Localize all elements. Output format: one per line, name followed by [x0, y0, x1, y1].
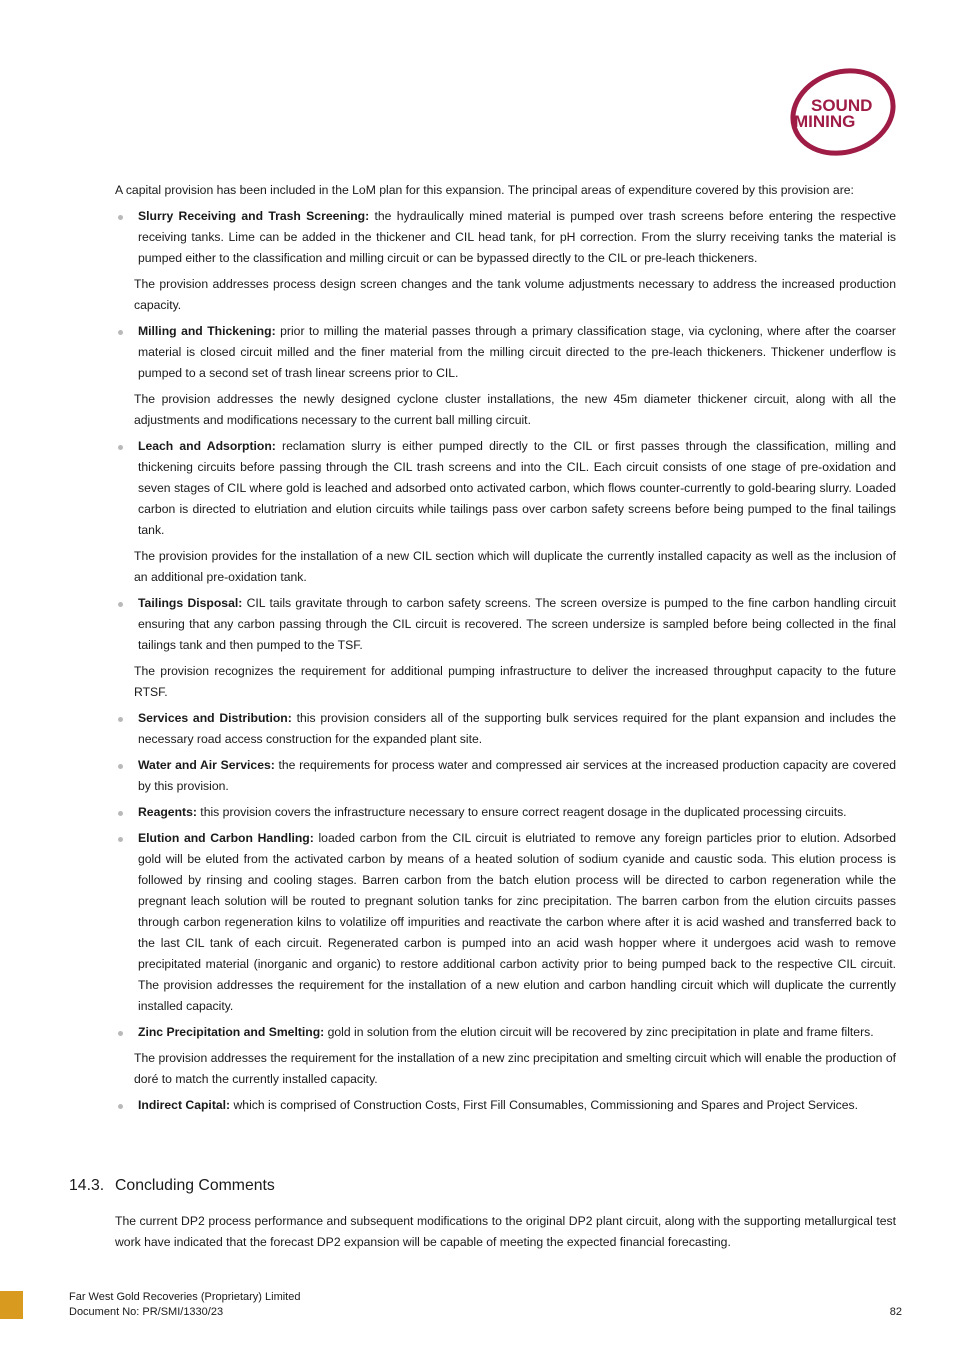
sound-mining-logo — [786, 66, 902, 158]
item-title: Leach and Adsorption: — [138, 439, 276, 453]
item-title: Reagents: — [138, 805, 197, 819]
footer-accent-bar — [0, 1291, 23, 1319]
bullet-icon — [118, 330, 123, 335]
item-text: reclamation slurry is either pumped directly to the CIL or first passes through the classification, milling and thickening circuits before passing through the CIL trash screens and into the CIL. Each circuit consists of one stage of pre-oxidation and seven stages of CIL where gold is leached and adsorbed onto activated carbon, which flows counter-currently to gold-bearing slurry. Loaded carbon is directed to elutriation and elution circuits while tailings pass over carbon safety screens before being pumped to the final tailings tank. — [138, 439, 896, 537]
item-text: this provision covers the infrastructure necessary to ensure correct reagent dosage in the duplicated processing circuits. — [196, 805, 847, 819]
item-text: the requirements for process water and compressed air services at the increased production capacity are covered by this provision. — [138, 758, 896, 793]
bullet-icon — [118, 717, 123, 722]
item-title: Water and Air Services: — [138, 758, 275, 772]
item-title: Tailings Disposal: — [138, 596, 243, 610]
section-heading — [69, 1177, 275, 1195]
item-title: Elution and Carbon Handling: — [138, 831, 314, 845]
item-text: CIL tails gravitate through to carbon safety screens. The screen oversize is pumped to the fine carbon handling circuit ensuring that any carbon passing through the CIL circuit is recovered. The screen undersize is sampled before being collected in the final tailings tank and then pumped to the TSF. — [138, 596, 896, 652]
list-item — [115, 206, 896, 269]
item-text: the hydraulically mined material is pumped over trash screens before entering the respective receiving tanks. Lime can be added in the thickener and CIL head tank, for pH correction. From the slurry receiving tanks the material is pumped either to the classification and milling circuit or can be bypassed directly to the CIL or pre-leach thickeners. — [138, 209, 896, 265]
item-title: Indirect Capital: — [138, 1098, 231, 1112]
bullet-icon — [118, 1031, 123, 1036]
list-item — [115, 802, 896, 823]
list-item — [115, 436, 896, 541]
footer-company: Far West Gold Recoveries (Proprietary) Limited — [69, 1291, 301, 1303]
item-text: which is comprised of Construction Costs, First Fill Consumables, Commissioning and Spares and Project Services. — [230, 1098, 859, 1112]
bullet-icon — [118, 764, 123, 769]
item-text: prior to milling the material passes through a primary classification stage, via cycloning, where after the coarser material is closed circuit milled and the finer material from the milling circuit directed to the pre-leach thickeners. Thickener underflow is pumped to a second set of trash linear screens prior to CIL. — [138, 324, 896, 380]
provision-list — [115, 206, 896, 1116]
list-item — [115, 321, 896, 384]
bullet-icon — [118, 837, 123, 842]
bullet-icon — [118, 215, 123, 220]
section-number: 14.3. — [69, 1177, 105, 1194]
footer-document-number: Document No: PR/SMI/1330/23 — [69, 1306, 224, 1318]
item-title: Zinc Precipitation and Smelting: — [138, 1025, 325, 1039]
list-item — [115, 1022, 896, 1043]
item-text: gold in solution from the elution circuit will be recovered by zinc precipitation in plate and frame filters. — [324, 1025, 874, 1039]
provision-note: The provision addresses process design screen changes and the tank volume adjustments necessary to address the increased production capacity. — [134, 277, 896, 312]
item-title: Slurry Receiving and Trash Screening: — [138, 209, 370, 223]
provision-note: The provision addresses the requirement for the installation of a new zinc precipitation and smelting circuit which will enable the production of doré to match the currently installed capacity. — [134, 1051, 896, 1086]
bullet-icon — [118, 811, 123, 816]
item-text: this provision considers all of the supporting bulk services required for the plant expansion and includes the necessary road access construction for the expanded plant site. — [138, 711, 896, 746]
list-item — [115, 828, 896, 1017]
bullet-icon — [118, 1104, 123, 1109]
logo-line1: SOUND — [811, 96, 873, 115]
intro-paragraph: A capital provision has been included in the LoM plan for this expansion. The principal areas of expenditure covered by this provision are: — [115, 183, 854, 197]
section-title: Concluding Comments — [115, 1177, 275, 1194]
page-number: 82 — [889, 1306, 902, 1318]
provision-note: The provision provides for the installation of a new CIL section which will duplicate the currently installed capacity as well as the inclusion of an additional pre-oxidation tank. — [134, 549, 896, 584]
item-title: Milling and Thickening: — [138, 324, 276, 338]
bullet-icon — [118, 602, 123, 607]
item-title: Services and Distribution: — [138, 711, 292, 725]
bullet-icon — [118, 445, 123, 450]
list-item — [115, 755, 896, 797]
logo-line2: MINING — [794, 112, 856, 131]
main-content — [115, 180, 896, 1121]
list-item — [115, 593, 896, 656]
list-item — [115, 708, 896, 750]
list-item — [115, 1095, 896, 1116]
item-text: loaded carbon from the CIL circuit is elutriated to remove any foreign particles prior to elution. Adsorbed gold will be eluted from the activated carbon by means of a heated solution of sodium cyanide and caustic soda. This elution process is followed by rinsing and cooling stages. Barren carbon from the batch elution process will be directed to carbon regeneration while the pregnant leach solution will be routed to pregnant solution tanks for zinc precipitation. The barren carbon from the elution circuits passes through carbon regeneration kilns to volatilize off impurities and reactivate the carbon where after it is acid washed and transferred back to the last CIL tank of each circuit. Regenerated carbon is pumped into an acid wash hopper where it undergoes acid wash to remove precipitated material (inorganic and organic) to restore additional carbon activity prior to being pumped back to the respective CIL circuit. The provision addresses the requirement for the installation of a new elution and carbon handling circuit which will duplicate the currently installed capacity. — [138, 831, 897, 1013]
provision-note: The provision addresses the newly designed cyclone cluster installations, the new 45m diameter thickener circuit, along with all the adjustments and modifications necessary to the current ball milling circuit. — [134, 392, 896, 427]
provision-note: The provision recognizes the requirement for additional pumping infrastructure to deliver the increased throughput capacity to the future RTSF. — [134, 664, 896, 699]
conclusion-paragraph: The current DP2 process performance and subsequent modifications to the original DP2 plant circuit, along with the supporting metallurgical test work have indicated that the forecast DP2 expansion will be capable of meeting the expected financial forecasting. — [115, 1214, 896, 1249]
